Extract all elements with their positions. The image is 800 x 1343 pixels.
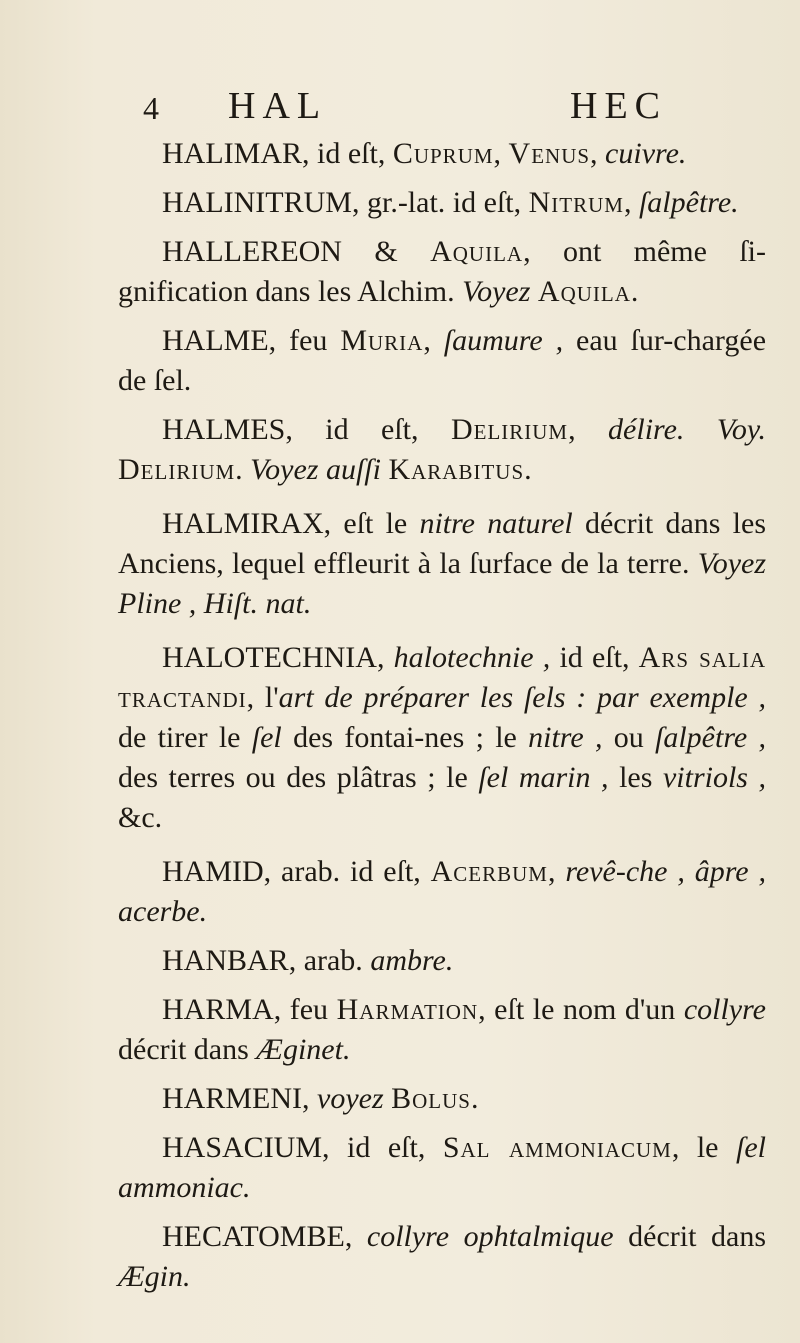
- entry-italic: collyre: [683, 993, 766, 1026]
- entry-italic: nitre ,: [528, 721, 603, 754]
- entry-hamid: [118, 852, 766, 932]
- running-header: [0, 84, 800, 127]
- entry-smallcaps: Delirium: [118, 453, 236, 486]
- entry-smallcaps: Aquila: [537, 275, 631, 308]
- entry-italic: ſalpêtre.: [638, 186, 739, 219]
- entry-text: ,: [568, 413, 609, 446]
- entry-halmes: [118, 410, 766, 490]
- entry-hallereon: [118, 232, 766, 312]
- entry-text: , eſt le: [323, 507, 420, 540]
- entry-italic: halotechnie ,: [393, 641, 551, 674]
- entry-text: , id eſt,: [302, 137, 393, 170]
- entry-halinitrum: [118, 183, 766, 223]
- entry-smallcaps: Karabitus: [388, 453, 525, 486]
- entry-text: .: [524, 453, 532, 486]
- entry-italic: nitre naturel: [419, 507, 573, 540]
- entry-italic: ambre.: [370, 944, 454, 977]
- entry-text: .: [630, 275, 639, 308]
- entry-text: id eſt,: [550, 641, 639, 674]
- entry-headword: HALME: [162, 324, 269, 357]
- entry-text: décrit dans: [118, 1033, 257, 1066]
- entry-text: , le: [671, 1131, 736, 1164]
- entry-smallcaps: Delirium: [450, 413, 569, 446]
- entry-smallcaps: Acerbum: [430, 855, 548, 888]
- entry-text: , arab. id eſt,: [263, 855, 431, 888]
- entry-text: , feu: [268, 324, 341, 357]
- entry-italic: Voyez auſſi: [250, 453, 381, 486]
- entry-text: , arab.: [288, 944, 371, 977]
- entry-smallcaps: Cuprum: [392, 137, 494, 170]
- entry-italic: revê-che , âpre , acerbe.: [118, 855, 766, 928]
- entry-headword: HASACIUM: [162, 1131, 323, 1164]
- entry-headword: HALINITRUM: [162, 186, 352, 219]
- entry-text: ,: [423, 324, 444, 357]
- entry-italic: Æginet.: [256, 1033, 351, 1066]
- entry-harmeni: [118, 1079, 766, 1119]
- entry-headword: HAMID: [162, 855, 264, 888]
- entry-italic: art de préparer les ſels : par exemple ,: [278, 681, 766, 714]
- entry-smallcaps: Harmation: [336, 993, 479, 1026]
- entry-text: [530, 275, 538, 308]
- entry-halme: [118, 321, 766, 401]
- entry-text: décrit dans: [613, 1220, 767, 1253]
- entry-harma: [118, 990, 766, 1070]
- entry-text: ,: [493, 137, 509, 170]
- entry-italic: Voyez Pline , Hiſt. nat.: [118, 547, 766, 620]
- entry-smallcaps: Ars salia tractandi: [118, 641, 767, 714]
- entry-hasacium: [118, 1128, 766, 1208]
- entry-smallcaps: Aquila: [430, 235, 524, 268]
- entry-text: les: [608, 761, 663, 794]
- entry-text: [384, 1082, 392, 1115]
- entry-headword: HALMES: [162, 413, 286, 446]
- dictionary-entries: [118, 134, 766, 1306]
- entry-italic: ſalpêtre ,: [655, 721, 766, 754]
- entry-text: des fontai-nes ; le: [281, 721, 529, 754]
- entry-italic: cuivre.: [605, 137, 687, 170]
- entry-text: ,: [344, 1220, 367, 1253]
- entry-headword: HALIMAR: [162, 137, 302, 170]
- entry-halotechnia: [118, 638, 766, 838]
- entry-text: ,: [590, 137, 606, 170]
- entry-italic: Voyez: [462, 275, 531, 308]
- entry-text: .: [470, 1082, 479, 1115]
- entry-italic: ſaumure ,: [443, 324, 564, 357]
- entry-italic: voyez: [317, 1082, 384, 1115]
- entry-text: ,: [623, 186, 639, 219]
- entry-text: ,: [302, 1082, 317, 1115]
- entry-smallcaps: Venus: [508, 137, 591, 170]
- header-right-word: HEC: [570, 85, 667, 127]
- entry-italic: vitriols ,: [662, 761, 766, 794]
- entry-smallcaps: Sal ammoniacum: [442, 1131, 672, 1164]
- entry-text: eau ſur-chargée de ſel.: [118, 324, 767, 397]
- header-left-word: HAL: [228, 85, 328, 127]
- entry-headword: HANBAR: [162, 944, 289, 977]
- entry-text: ou: [602, 721, 656, 754]
- page-number: 4: [143, 90, 159, 126]
- entry-text: ,: [547, 855, 566, 888]
- entry-italic: collyre ophtalmique: [366, 1220, 614, 1253]
- entry-text: , ont même ſi-gnification dans les Alchim.: [118, 235, 766, 308]
- entry-text: .: [235, 453, 251, 486]
- entry-text: de tirer le: [118, 721, 252, 754]
- entry-text: , eſt le nom d'un: [478, 993, 684, 1026]
- entry-headword: HARMA: [162, 993, 274, 1026]
- entry-text: , id eſt,: [322, 1131, 443, 1164]
- entry-text: , l': [246, 681, 279, 714]
- entry-italic: ſel marin ,: [478, 761, 609, 794]
- entry-headword: HALOTECHNIA: [162, 641, 377, 674]
- entry-text: &: [341, 235, 431, 268]
- entry-headword: HALLEREON: [162, 235, 342, 268]
- entry-headword: HECATOMBE: [162, 1220, 345, 1253]
- entry-text: , gr.-lat. id eſt,: [351, 186, 529, 219]
- entry-text: ,: [376, 641, 394, 674]
- entry-halimar: [118, 134, 766, 174]
- entry-text: , feu: [273, 993, 337, 1026]
- entry-hecatombe: [118, 1217, 766, 1297]
- entry-text: des terres ou des plâtras ; le: [118, 761, 479, 794]
- entry-text: &c.: [118, 801, 163, 834]
- entry-italic: ſel ammoniac.: [118, 1131, 766, 1204]
- entry-italic: Ægin.: [118, 1260, 191, 1293]
- entry-text: , id eſt,: [285, 413, 451, 446]
- entry-smallcaps: Bolus: [391, 1082, 471, 1115]
- entry-headword: HALMIRAX: [162, 507, 324, 540]
- entry-hanbar: [118, 941, 766, 981]
- entry-smallcaps: Nitrum: [528, 186, 624, 219]
- entry-italic: délire. Voy.: [608, 413, 766, 446]
- entry-headword: HARMENI: [162, 1082, 302, 1115]
- entry-text: décrit dans les Anciens, lequel effleurit à la ſurface de la terre.: [118, 507, 767, 580]
- entry-halmirax: [118, 504, 766, 624]
- entry-italic: ſel: [251, 721, 282, 754]
- entry-smallcaps: Muria: [340, 324, 424, 357]
